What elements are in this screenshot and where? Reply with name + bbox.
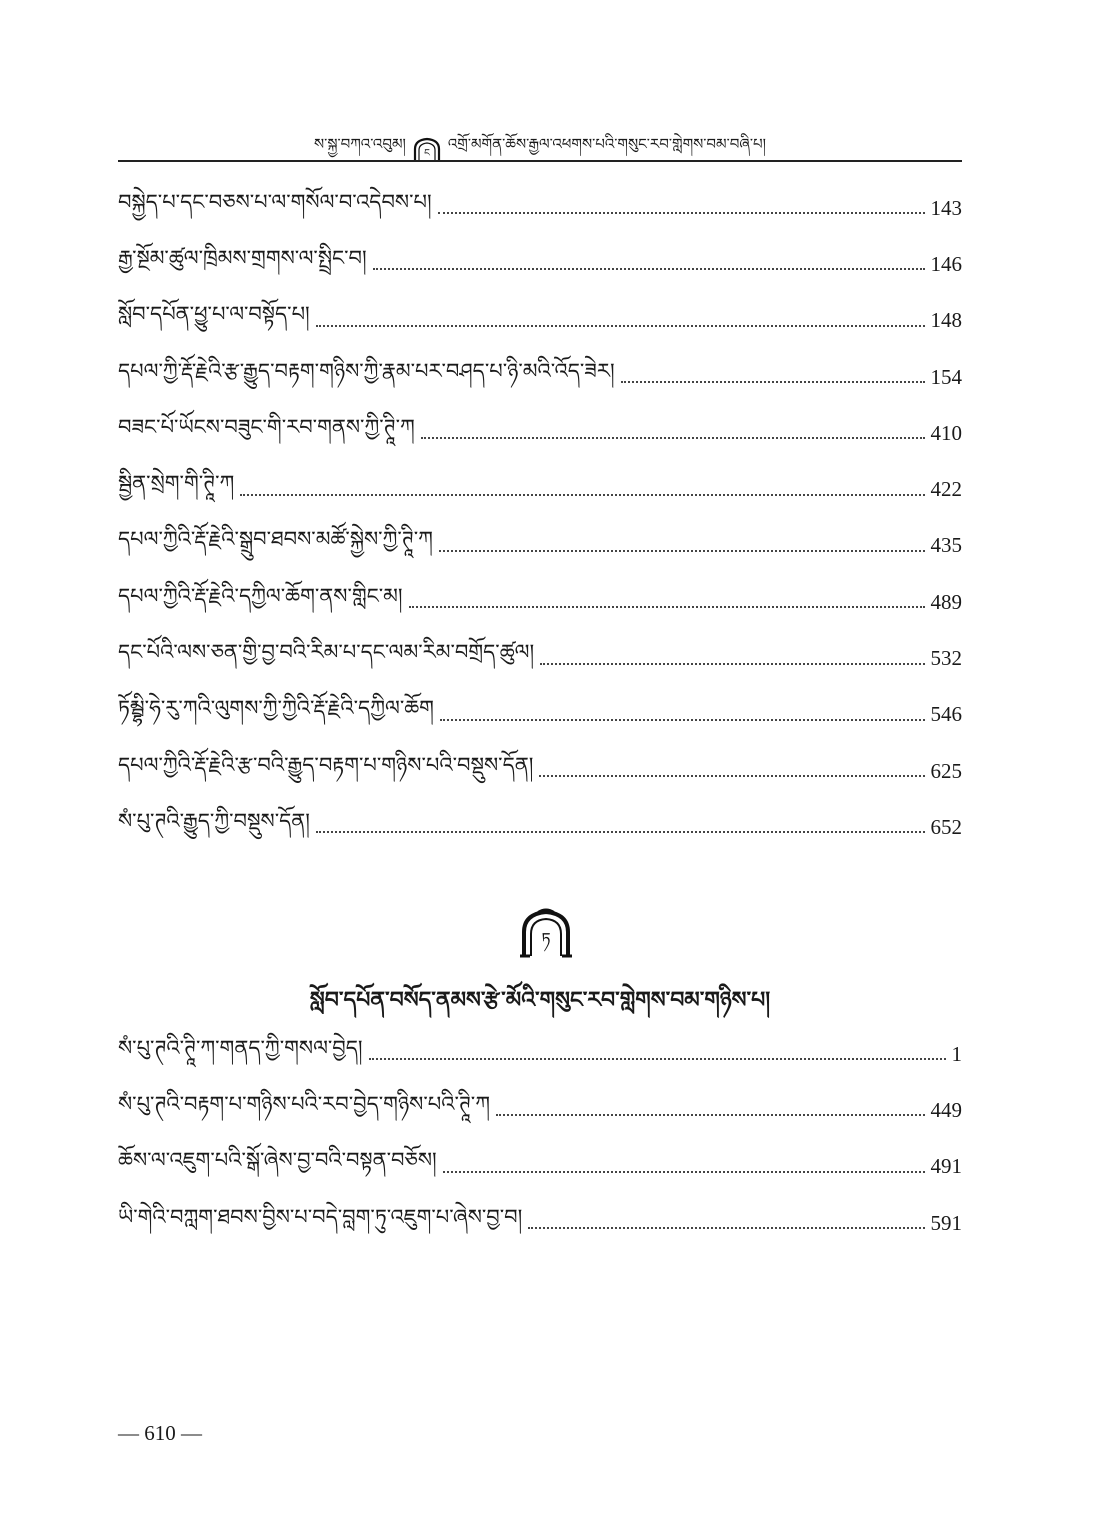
toc-entry — [118, 799, 962, 855]
toc-entry-title: རྒྱ་སྔོམ་ཚུལ་ཁྲིམས་གྲགས་ལ་སྤྲིང་བ། — [118, 245, 367, 270]
dot-leader — [373, 268, 925, 270]
toc-entry-page: 143 — [930, 195, 962, 220]
toc-entry-page: 148 — [930, 308, 962, 333]
dot-leader — [528, 1227, 924, 1229]
header-emblem-letter: ང — [423, 148, 430, 159]
toc-entry-page: 449 — [930, 1097, 962, 1122]
toc-entry-title: བསྐྱེད་པ་དང་བཅས་པ་ལ་གསོལ་བ་འདེབས་པ། — [118, 189, 432, 214]
section-emblem-letter: ཏ — [541, 929, 551, 948]
header-rule — [118, 160, 962, 162]
toc-entry-page: 410 — [930, 420, 962, 445]
toc-entry-page: 546 — [930, 702, 962, 727]
toc-entry-page: 489 — [930, 589, 962, 614]
toc-entry — [118, 405, 962, 461]
toc-entry-title: བཟང་པོ་ཡོངས་བཟུང་གི་རབ་གནས་ཀྱི་ཊཱི་ཀ — [118, 414, 415, 439]
toc-entry — [118, 574, 962, 630]
toc-entry — [118, 743, 962, 799]
header-left-text: ས་སྐྱ་བཀའ་འབུམ། — [314, 135, 406, 153]
toc-entry-page: 491 — [930, 1154, 962, 1179]
dot-leader — [438, 212, 925, 214]
toc-entry-title: དཔལ་ཀྱིའི་རྡོ་རྗེའི་རྩ་བའི་རྒྱུད་བརྟག་པ་གཉིས་པའི་བསྡུས་དོན། — [118, 752, 534, 777]
page-number: — 610 — — [118, 1421, 202, 1445]
dot-leader — [316, 831, 925, 833]
dot-leader — [496, 1114, 925, 1116]
toc-entry-page: 1 — [951, 1041, 962, 1066]
toc-entry-page: 591 — [930, 1210, 962, 1235]
dot-leader — [443, 1171, 925, 1173]
dot-leader — [240, 494, 924, 496]
toc-list-part-2 — [118, 1026, 962, 1251]
toc-entry-title: སཾ་པུ་ཊའི་ཊཱི་ཀ་གནད་ཀྱི་གསལ་བྱེད། — [118, 1035, 363, 1060]
toc-entry — [118, 687, 962, 743]
dot-leader — [440, 719, 925, 721]
toc-entry-page: 652 — [930, 814, 962, 839]
dot-leader — [421, 437, 925, 439]
toc-entry-page: 146 — [930, 251, 962, 276]
toc-entry-title: སློབ་དཔོན་ཕྱུ་པ་ལ་བསྟོད་པ། — [118, 302, 310, 327]
toc-entry — [118, 461, 962, 517]
toc-entry — [118, 518, 962, 574]
toc-entry — [118, 630, 962, 686]
dot-leader — [621, 381, 925, 383]
dot-leader — [369, 1058, 946, 1060]
arch-emblem-icon — [412, 137, 442, 161]
dot-leader — [539, 775, 924, 777]
toc-entry-title: སྦྱིན་སྲེག་གི་ཊཱི་ཀ — [118, 471, 235, 496]
running-header — [118, 128, 962, 170]
toc-entry — [118, 293, 962, 349]
toc-entry — [118, 1026, 962, 1082]
toc-entry — [118, 1195, 962, 1251]
dot-leader — [439, 550, 925, 552]
toc-list-part-1 — [118, 180, 962, 856]
toc-entry-title: དང་པོའི་ལས་ཅན་གྱི་བྱ་བའི་རིམ་པ་དང་ལམ་རིམ་བགྲོད་ཚུལ། — [118, 640, 535, 665]
arch-emblem-icon — [516, 908, 576, 958]
toc-entry-title: ཏོམྦྷི་ཧེ་རུ་ཀའི་ལུགས་ཀྱི་ཀྱིའི་རྡོ་རྗེའི་དཀྱིལ་ཆོག — [118, 696, 434, 721]
dot-leader — [316, 325, 925, 327]
toc-entry — [118, 1082, 962, 1138]
dot-leader — [540, 663, 924, 665]
toc-entry — [118, 180, 962, 236]
toc-entry-page: 625 — [930, 758, 962, 783]
toc-entry-title: དཔལ་ཀྱི་རྡོ་རྗེའི་རྩ་རྒྱུད་བརྟག་གཉིས་ཀྱི་རྣམ་པར་བཤད་པ་ཉི་མའི་འོད་ཟེར། — [118, 358, 615, 383]
toc-entry-title: སཾ་པུ་ཊའི་བརྟག་པ་གཉིས་པའི་རབ་བྱེད་གཉིས་པའི་ཊཱི་ཀ — [118, 1091, 490, 1116]
toc-entry-title: དཔལ་ཀྱིའི་རྡོ་རྗེའི་དཀྱིལ་ཆོག་ནས་གླིང་མ། — [118, 583, 403, 608]
header-right-text: འགྲོ་མགོན་ཆོས་རྒྱལ་འཕགས་པའི་གསུང་རབ་གླེགས་བམ་བཞི་པ། — [447, 135, 766, 153]
toc-entry-page: 532 — [930, 646, 962, 671]
toc-entry-title: ཆོས་ལ་འཇུག་པའི་སྒོ་ཞེས་བྱ་བའི་བསྟན་བཅོས། — [118, 1148, 437, 1173]
toc-entry — [118, 349, 962, 405]
toc-entry — [118, 236, 962, 292]
toc-entry — [118, 1139, 962, 1195]
toc-entry-title: སཾ་པུ་ཊའི་རྒྱུད་ཀྱི་བསྡུས་དོན། — [118, 808, 310, 833]
toc-entry-page: 422 — [930, 477, 962, 502]
toc-entry-page: 435 — [930, 533, 962, 558]
dot-leader — [409, 606, 925, 608]
toc-entry-title: དཔལ་ཀྱིའི་རྡོ་རྗེའི་སྒྲུབ་ཐབས་མཚོ་སྐྱེས་ཀྱི་ཊཱི་ཀ — [118, 527, 433, 552]
section-title: སློབ་དཔོན་བསོད་ནམས་རྩེ་མོའི་གསུང་རབ་གླེགས་བམ་གཉིས་པ། — [309, 987, 771, 1013]
toc-entry-page: 154 — [930, 364, 962, 389]
toc-entry-title: ཡི་གེའི་བཀླག་ཐབས་བྱིས་པ་བདེ་བླག་ཏུ་འཇུག་པ་ཞེས་བྱ་བ། — [118, 1204, 523, 1229]
